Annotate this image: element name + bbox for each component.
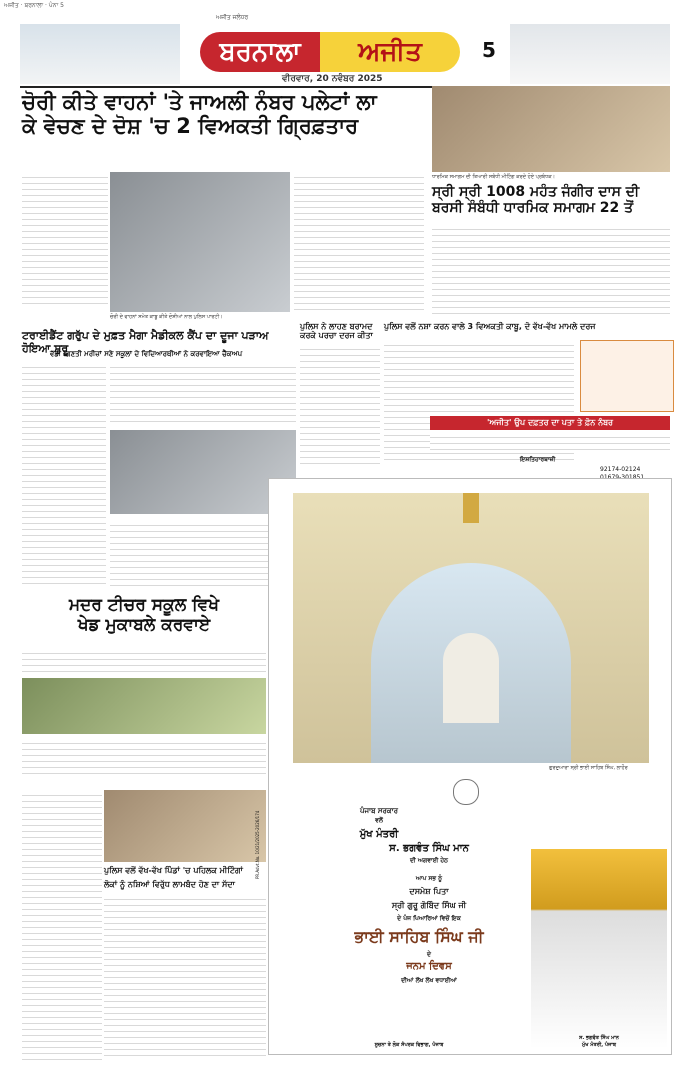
mother-teacher-line2: ਖੇਡ ਮੁਕਾਬਲੇ ਕਰਵਾਏ bbox=[77, 614, 211, 635]
medical-camp-body-col1 bbox=[22, 362, 106, 588]
mother-teacher-body-2 bbox=[22, 738, 266, 778]
gold-dome bbox=[463, 493, 479, 523]
paper-name: ਅਜੀਤ bbox=[320, 32, 460, 72]
police-villages-body bbox=[104, 894, 266, 1060]
police-inquiry-headline: ਪੁਲਿਸ ਨੇ ਲਾਹਣ ਬਰਾਮਦ ਕਰਕੇ ਪਰਚਾ ਦਰਜ ਕੀਤਾ bbox=[300, 322, 373, 341]
lead-headline-line1: ਚੋਰੀ ਕੀਤੇ ਵਾਹਨਾਂ 'ਤੇ ਜਾਅਲੀ ਨੰਬਰ ਪਲੇਟਾਂ ਲਾ bbox=[22, 90, 377, 114]
gurdwara-gate-image bbox=[293, 493, 649, 763]
small-story-body bbox=[22, 790, 102, 1060]
wishes: ਦੀਆਂ ਲੱਖ ਲੱਖ ਵਧਾਈਆਂ bbox=[401, 977, 457, 984]
masthead-left-image bbox=[20, 24, 180, 84]
village-meeting-photo bbox=[104, 790, 266, 862]
lead-body-left bbox=[22, 172, 108, 308]
lead-photo-caption: ਚੋਰੀ ਦੇ ਵਾਹਨਾਂ ਸਮੇਤ ਕਾਬੂ ਕੀਤੇ ਦੋਸ਼ੀਆਂ ਨਾਲ ਪੁਲਿਸ ਪਾਰਟੀ। bbox=[110, 314, 223, 320]
samagam-headline bbox=[432, 184, 672, 216]
greet: ਆਪ ਸਭ ਨੂੰ bbox=[415, 875, 443, 882]
father: ਦਸਮੇਸ਼ ਪਿਤਾ bbox=[409, 887, 449, 896]
govt-emblem-icon bbox=[453, 779, 479, 805]
bhai-name: ਭਾਈ ਸਾਹਿਬ ਸਿੰਘ ਜੀ bbox=[354, 927, 484, 946]
meeting-photo-caption: ਧਾਰਮਿਕ ਸਮਾਗਮ ਦੀ ਤਿਆਰੀ ਸਬੰਧੀ ਮੀਟਿੰਗ ਕਰਦੇ ਹੋਏ ਪ੍ਰਬੰਧਕ। bbox=[432, 174, 555, 180]
mother-teacher-line1: ਮਦਰ ਟੀਚਰ ਸਕੂਲ ਵਿਖੇ bbox=[68, 595, 220, 615]
gurdwara-caption: ਗੁਰਦੁਆਰਾ ਸ੍ਰੀ ਭਾਈ ਸਾਹਿਬ ਸਿੰਘ, ਲਾਹੌਰ bbox=[549, 765, 628, 771]
meta-line: ਅਜੀਤ · ਬਰਨਾਲਾ · ਪੰਨਾ 5 bbox=[4, 2, 64, 9]
ajit-notice-body bbox=[430, 432, 670, 452]
masthead bbox=[20, 14, 670, 88]
masthead-banner bbox=[200, 32, 500, 74]
led-by: ਦੀ ਅਗਵਾਈ ਹੇਠ bbox=[410, 857, 448, 864]
police-villages-headline: ਪੁਲਿਸ ਵਲੋਂ ਵੱਖ-ਵੱਖ ਪਿੰਡਾਂ 'ਚ ਪਹਿਲਕ ਮੀਟਿੰਗਾਂ bbox=[104, 866, 243, 875]
drug-warning-headline: ਲੋਕਾਂ ਨੂੰ ਨਸ਼ਿਆਂ ਵਿਰੁੱਧ ਲਾਮਬੰਦ ਹੋਣ ਦਾ ਸੱਦਾ bbox=[104, 880, 235, 889]
cm-name: ਸ. ਭਗਵੰਤ ਸਿੰਘ ਮਾਨ bbox=[389, 843, 469, 854]
lead-headline-line2: ਕੇ ਵੇਚਣ ਦੇ ਦੋਸ਼ 'ਚ 2 ਵਿਅਕਤੀ ਗ੍ਰਿਫ਼ਤਾਰ bbox=[22, 114, 359, 139]
beloved: ਦੇ ਪੰਜ ਪਿਆਰਿਆਂ ਵਿਚੋਂ ਇਕ bbox=[397, 915, 461, 922]
gurdwara-building bbox=[443, 633, 499, 723]
janam-divas: ਜਨਮ ਦਿਵਸ bbox=[406, 961, 452, 972]
page-number: 5 bbox=[482, 38, 496, 62]
mother-teacher-headline bbox=[22, 596, 266, 635]
meeting-photo bbox=[432, 86, 670, 172]
lead-body-right bbox=[294, 172, 424, 312]
city-name: ਬਰਨਾਲਾ bbox=[200, 32, 320, 72]
mother-teacher-photo bbox=[22, 678, 266, 734]
lead-headline bbox=[22, 90, 427, 138]
by-label: ਵਲੋਂ bbox=[375, 817, 383, 824]
cm-caption-role: ਮੁੱਖ ਮੰਤਰੀ, ਪੰਜਾਬ bbox=[582, 1042, 616, 1048]
mother-teacher-body bbox=[22, 648, 266, 674]
arrest-headline: ਪੁਲਿਸ ਵਲੋਂ ਨਸ਼ਾ ਕਰਨ ਵਾਲੇ 3 ਵਿਅਕਤੀ ਕਾਬੂ, ਦੋ ਵੱਖ-ਵੱਖ ਮਾਮਲੇ ਦਰਜ bbox=[384, 322, 596, 331]
footer-strip bbox=[0, 1078, 687, 1089]
govt-name: ਪੰਜਾਬ ਸਰਕਾਰ bbox=[359, 807, 398, 815]
ajit-notice-title: 'ਅਜੀਤ' ਉਪ ਦਫ਼ਤਰ ਦਾ ਪਤਾ ਤੇ ਫ਼ੋਨ ਨੰਬਰ bbox=[430, 416, 670, 430]
medical-camp-body-col2 bbox=[110, 362, 296, 424]
masthead-date: ਵੀਰਵਾਰ, 20 ਨਵੰਬਰ 2025 bbox=[282, 74, 383, 84]
guru: ਸ੍ਰੀ ਗੁਰੂ ਗੋਬਿੰਦ ਸਿੰਘ ਜੀ bbox=[391, 901, 467, 910]
ad-side-code: PR.Advt.No. 10/21/2025-2026/174 bbox=[255, 810, 260, 879]
edition-label: ਅਜੀਤ ਜਲੰਧਰ bbox=[216, 14, 249, 21]
samagam-body bbox=[432, 224, 670, 319]
govt-advertisement bbox=[255, 478, 672, 1055]
ajit-notice-phone-1: 92174-02124 bbox=[600, 466, 641, 473]
cm-photo bbox=[531, 849, 667, 1049]
cm-title: ਮੁੱਖ ਮੰਤਰੀ bbox=[359, 829, 399, 840]
ad-footer: ਸੂਚਨਾ ਤੇ ਲੋਕ ਸੰਪਰਕ ਵਿਭਾਗ, ਪੰਜਾਬ bbox=[374, 1042, 444, 1048]
lead-photo bbox=[110, 172, 290, 312]
ajit-notice-box bbox=[580, 340, 674, 412]
samagam-headline-line2: ਬਰਸੀ ਸੰਬੰਧੀ ਧਾਰਮਿਕ ਸਮਾਗਮ 22 ਤੋਂ bbox=[432, 200, 634, 217]
ajit-notice-label: ਇਸ਼ਤਿਹਾਰਬਾਜ਼ੀ bbox=[520, 456, 556, 463]
police-inquiry-body bbox=[300, 344, 380, 464]
medical-camp-headline: ਟਰਾਈਡੈਂਟ ਗਰੁੱਪ ਦੇ ਮੁਫ਼ਤ ਮੈਗਾ ਮੈਡੀਕਲ ਕੈਂਪ ਦਾ ਦੂਜਾ ਪੜਾਅ ਹੋਇਆ ਸ਼ੁਰੂ bbox=[22, 329, 269, 355]
de-label: ਦੇ bbox=[427, 951, 431, 958]
medical-camp-subhead: ਵੱਡੀ ਗਿਣਤੀ ਮਰੀਜ਼ਾਂ ਸਣੇ ਸਕੂਲਾਂ ਦੇ ਵਿਦਿਆਰਥੀਆਂ ਨੇ ਕਰਵਾਇਆ ਚੈੱਕਅਪ bbox=[50, 350, 243, 358]
samagam-headline-line1: ਸ੍ਰੀ ਸ੍ਰੀ 1008 ਮਹੰਤ ਜੰਗੀਰ ਦਾਸ ਦੀ bbox=[432, 184, 640, 200]
cm-caption-name: ਸ. ਭਗਵੰਤ ਸਿੰਘ ਮਾਨ bbox=[579, 1035, 619, 1041]
masthead-right-image bbox=[510, 24, 670, 84]
